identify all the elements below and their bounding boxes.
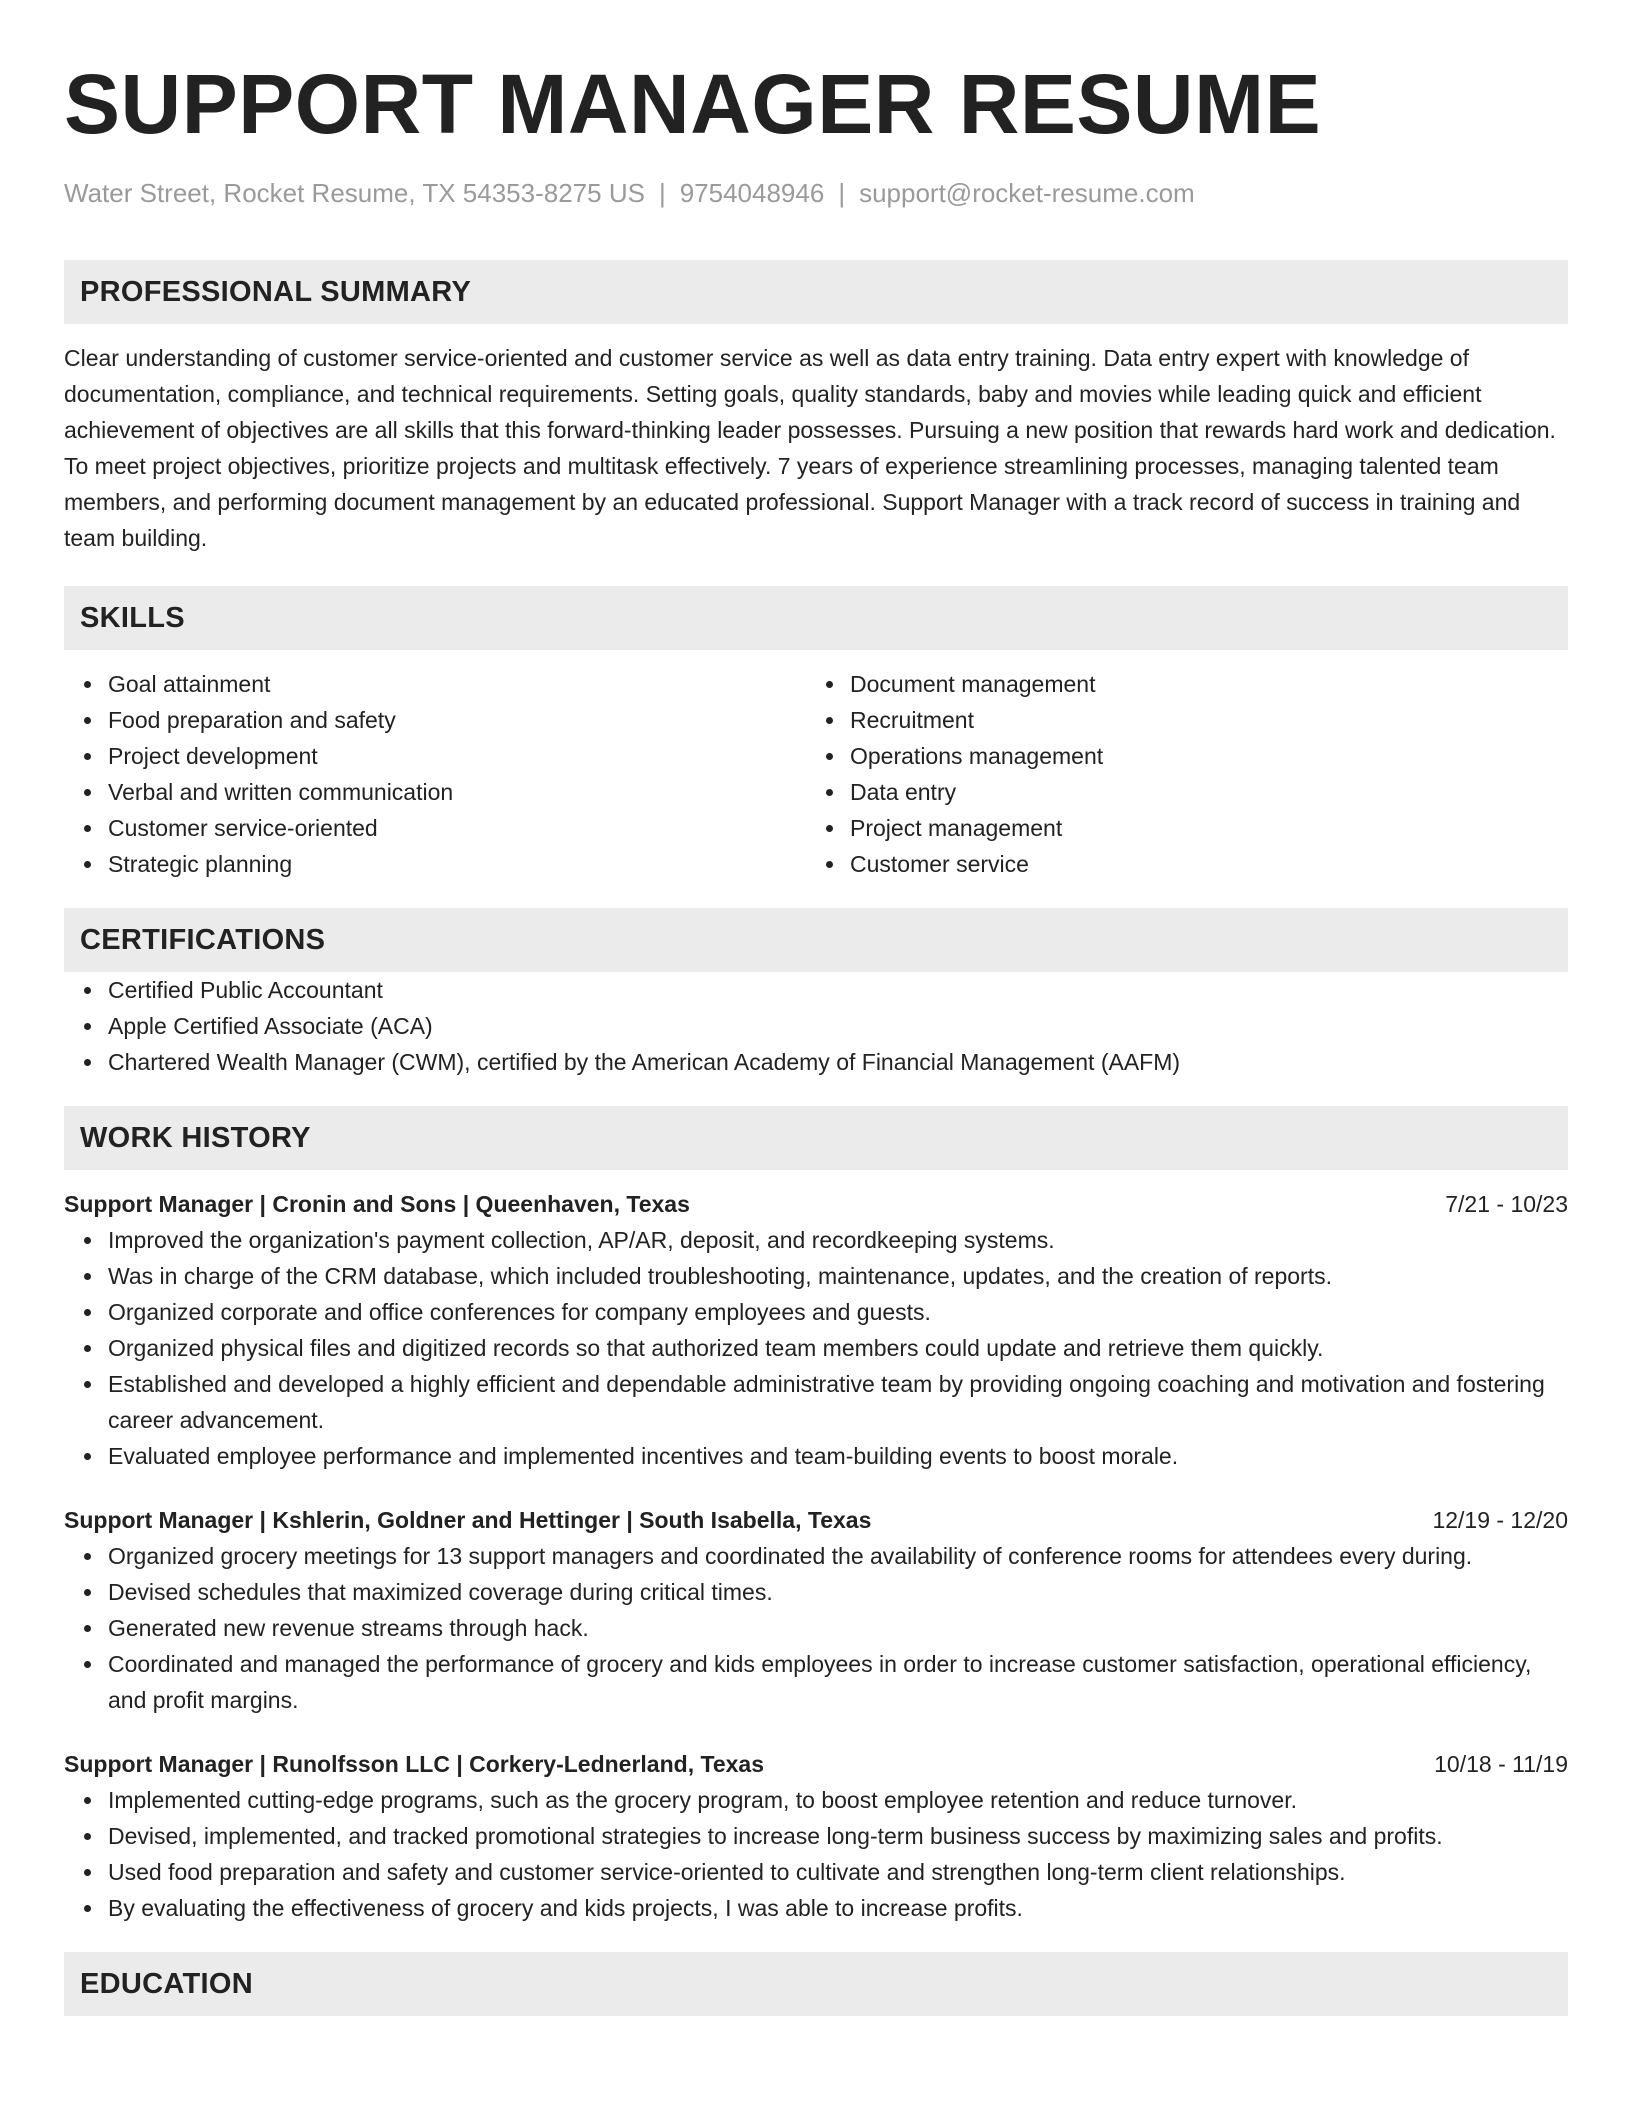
skills-list-right: [806, 666, 1548, 882]
job-bullet: Generated new revenue streams through hack.: [108, 1610, 1568, 1646]
job-title: Support Manager | Cronin and Sons | Queenhaven, Texas: [64, 1191, 690, 1217]
skill-item: Document management: [850, 666, 1548, 702]
job-header: [64, 1186, 1568, 1222]
job-bullet-list: [64, 1538, 1568, 1718]
education-heading: EDUCATION: [64, 1952, 1568, 2016]
contact-line: [64, 176, 1568, 210]
job-bullet: Devised, implemented, and tracked promotional strategies to increase long-term business success by maximizing sales and profits.: [108, 1818, 1568, 1854]
work-history-heading: WORK HISTORY: [64, 1106, 1568, 1170]
skills-column-right: [806, 666, 1548, 882]
contact-address: Water Street, Rocket Resume, TX 54353-8275 US: [64, 178, 645, 208]
summary-section: [64, 260, 1568, 556]
skill-item: Customer service-oriented: [108, 810, 806, 846]
certifications-heading: CERTIFICATIONS: [64, 908, 1568, 972]
summary-heading: PROFESSIONAL SUMMARY: [64, 260, 1568, 324]
skill-item: Customer service: [850, 846, 1548, 882]
certification-item: Certified Public Accountant: [108, 972, 1568, 1008]
skill-item: Operations management: [850, 738, 1548, 774]
skills-heading: SKILLS: [64, 586, 1568, 650]
job-bullet: Implemented cutting-edge programs, such as the grocery program, to boost employee retention and reduce turnover.: [108, 1782, 1568, 1818]
job-dates: 7/21 - 10/23: [1445, 1191, 1568, 1217]
certifications-list: [64, 972, 1568, 1080]
skill-item: Project development: [108, 738, 806, 774]
contact-phone: 9754048946: [679, 178, 825, 208]
summary-text: Clear understanding of customer service-oriented and customer service as well as data entry training. Data entry expert with knowledge of documentation, compliance, and technical requirements. Setting goals, quality standards, baby and movies while leading quick and efficient achievement of objectives are all skills that this forward-thinking leader possesses. Pursuing a new position that rewards hard work and dedication. To meet project objectives, prioritize projects and multitask effectively. 7 years of experience streamlining processes, managing talented team members, and performing document management by an educated professional. Support Manager with a track record of success in training and team building.: [64, 345, 1556, 551]
contact-separator: |: [658, 178, 666, 208]
skills-list-left: [64, 666, 806, 882]
job-bullet: Organized corporate and office conferences for company employees and guests.: [108, 1294, 1568, 1330]
job-entry: [64, 1502, 1568, 1718]
education-section: [64, 1952, 1568, 2016]
contact-email: support@rocket-resume.com: [859, 178, 1195, 208]
skill-item: Goal attainment: [108, 666, 806, 702]
job-header: [64, 1746, 1568, 1782]
job-title: Support Manager | Kshlerin, Goldner and Hettinger | South Isabella, Texas: [64, 1507, 872, 1533]
job-bullet: Established and developed a highly efficient and dependable administrative team by providing ongoing coaching and motivation and fostering career advancement.: [108, 1366, 1568, 1438]
job-bullet-list: [64, 1222, 1568, 1474]
job-dates: 10/18 - 11/19: [1434, 1751, 1568, 1777]
skill-item: Project management: [850, 810, 1548, 846]
job-bullet: Organized physical files and digitized records so that authorized team members could update and retrieve them quickly.: [108, 1330, 1568, 1366]
resume-title: SUPPORT MANAGER RESUME: [64, 57, 1322, 151]
skill-item: Verbal and written communication: [108, 774, 806, 810]
job-bullet: Used food preparation and safety and customer service-oriented to cultivate and strengthen long-term client relationships.: [108, 1854, 1568, 1890]
job-header: [64, 1502, 1568, 1538]
certifications-section: [64, 908, 1568, 1080]
job-bullet: Devised schedules that maximized coverage during critical times.: [108, 1574, 1568, 1610]
skill-item: Food preparation and safety: [108, 702, 806, 738]
work-history-section: [64, 1106, 1568, 1926]
contact-separator: |: [838, 178, 846, 208]
skill-item: Recruitment: [850, 702, 1548, 738]
certification-item: Apple Certified Associate (ACA): [108, 1008, 1568, 1044]
skill-item: Strategic planning: [108, 846, 806, 882]
job-bullet: Evaluated employee performance and implemented incentives and team-building events to boost morale.: [108, 1438, 1568, 1474]
job-title: Support Manager | Runolfsson LLC | Corkery-Lednerland, Texas: [64, 1751, 764, 1777]
job-bullet: Coordinated and managed the performance of grocery and kids employees in order to increase customer satisfaction, operational efficiency, and profit margins.: [108, 1646, 1568, 1718]
job-bullet: By evaluating the effectiveness of grocery and kids projects, I was able to increase profits.: [108, 1890, 1568, 1926]
job-bullet: Improved the organization's payment collection, AP/AR, deposit, and recordkeeping systems.: [108, 1222, 1568, 1258]
job-bullet-list: [64, 1782, 1568, 1926]
job-entry: [64, 1746, 1568, 1926]
job-bullet: Was in charge of the CRM database, which included troubleshooting, maintenance, updates, and the creation of reports.: [108, 1258, 1568, 1294]
certification-item: Chartered Wealth Manager (CWM), certified by the American Academy of Financial Management (AAFM): [108, 1044, 1568, 1080]
job-entry: [64, 1186, 1568, 1474]
skills-grid: [64, 666, 1568, 882]
skills-section: [64, 586, 1568, 882]
job-dates: 12/19 - 12/20: [1432, 1507, 1568, 1533]
skills-column-left: [64, 666, 806, 882]
skill-item: Data entry: [850, 774, 1548, 810]
job-bullet: Organized grocery meetings for 13 support managers and coordinated the availability of conference rooms for attendees every during.: [108, 1538, 1568, 1574]
